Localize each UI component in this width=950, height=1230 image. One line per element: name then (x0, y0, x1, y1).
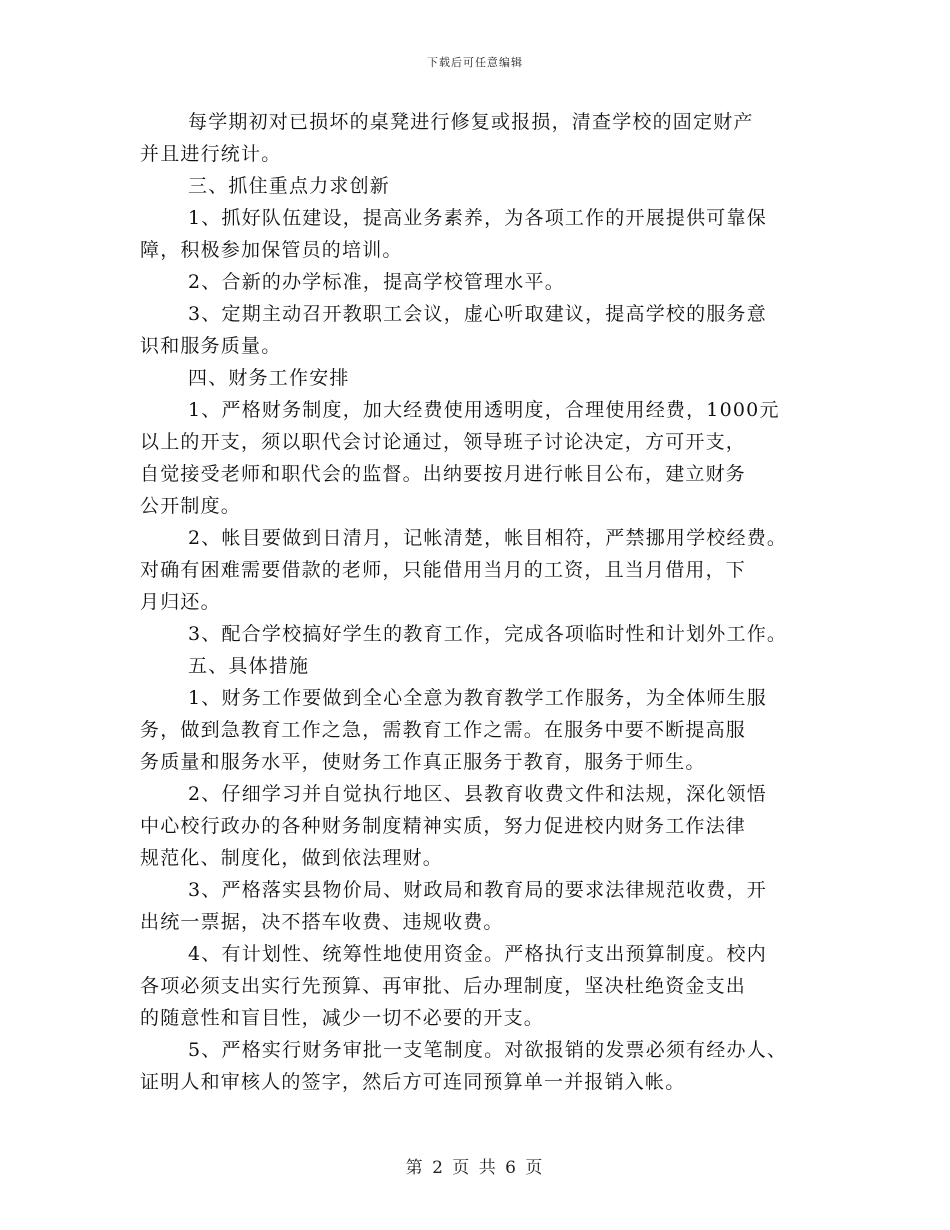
text-line: 的随意性和盲目性，减少一切不必要的开支。 (140, 1007, 545, 1029)
text-line: 识和服务质量。 (140, 335, 282, 357)
text-line: 2、合新的办学标准，提高学校管理水平。 (188, 271, 565, 293)
document-body (140, 106, 830, 1098)
text-line: 月归还。 (140, 591, 221, 613)
text-line: 每学期初对已损坏的桌凳进行修复或报损，清查学校的固定财产 (188, 111, 754, 133)
text-line: 五、具体措施 (188, 655, 310, 677)
text-line: 1、财务工作要做到全心全意为教育教学工作服务，为全体师生服 (188, 687, 767, 709)
text-line: 2、帐目要做到日清月，记帐清楚，帐目相符，严禁挪用学校经费。 (188, 527, 788, 549)
text-line: 1、严格财务制度，加大经费使用透明度，合理使用经费，1000元 (188, 399, 780, 421)
text-line: 2、仔细学习并自觉执行地区、县教育收费文件和法规，深化领悟 (188, 783, 767, 805)
page-footer: 第 2 页 共 6 页 (405, 1158, 545, 1178)
text-line: 公开制度。 (140, 495, 242, 517)
text-line: 四、财务工作安排 (188, 367, 350, 389)
text-line: 1、抓好队伍建设，提高业务素养，为各项工作的开展提供可靠保 (188, 207, 767, 229)
text-line: 4、有计划性、统筹性地使用资金。严格执行支出预算制度。校内 (188, 943, 767, 965)
text-line: 出统一票据，决不搭车收费、违规收费。 (140, 911, 504, 933)
text-line: 三、抓住重点力求创新 (188, 175, 391, 197)
page-header: 下载后可任意编辑 (427, 56, 523, 69)
text-line: 证明人和审核人的签字，然后方可连同预算单一并报销入帐。 (140, 1071, 686, 1093)
text-line: 5、严格实行财务审批一支笔制度。对欲报销的发票必须有经办人、 (188, 1039, 788, 1061)
text-line: 中心校行政办的各种财务制度精神实质，努力促进校内财务工作法律 (140, 815, 747, 837)
text-line: 务，做到急教育工作之急，需教育工作之需。在服务中要不断提高服 (140, 719, 747, 741)
text-line: 规范化、制度化，做到依法理财。 (140, 847, 444, 869)
text-line: 障，积极参加保管员的培训。 (140, 239, 403, 261)
text-line: 对确有困难需要借款的老师，只能借用当月的工资，且当月借用，下 (140, 559, 747, 581)
text-line: 以上的开支，须以职代会讨论通过，领导班子讨论决定，方可开支， (140, 431, 747, 453)
text-line: 自觉接受老师和职代会的监督。出纳要按月进行帐目公布，建立财务 (140, 463, 747, 485)
text-line: 并且进行统计。 (140, 143, 282, 165)
text-line: 3、配合学校搞好学生的教育工作，完成各项临时性和计划外工作。 (188, 623, 788, 645)
text-line: 3、定期主动召开教职工会议，虚心听取建议，提高学校的服务意 (188, 303, 767, 325)
text-line: 务质量和服务水平，使财务工作真正服务于教育，服务于师生。 (140, 751, 706, 773)
text-line: 3、严格落实县物价局、财政局和教育局的要求法律规范收费，开 (188, 879, 767, 901)
text-line: 各项必须支出实行先预算、再审批、后办理制度，坚决杜绝资金支出 (140, 975, 747, 997)
